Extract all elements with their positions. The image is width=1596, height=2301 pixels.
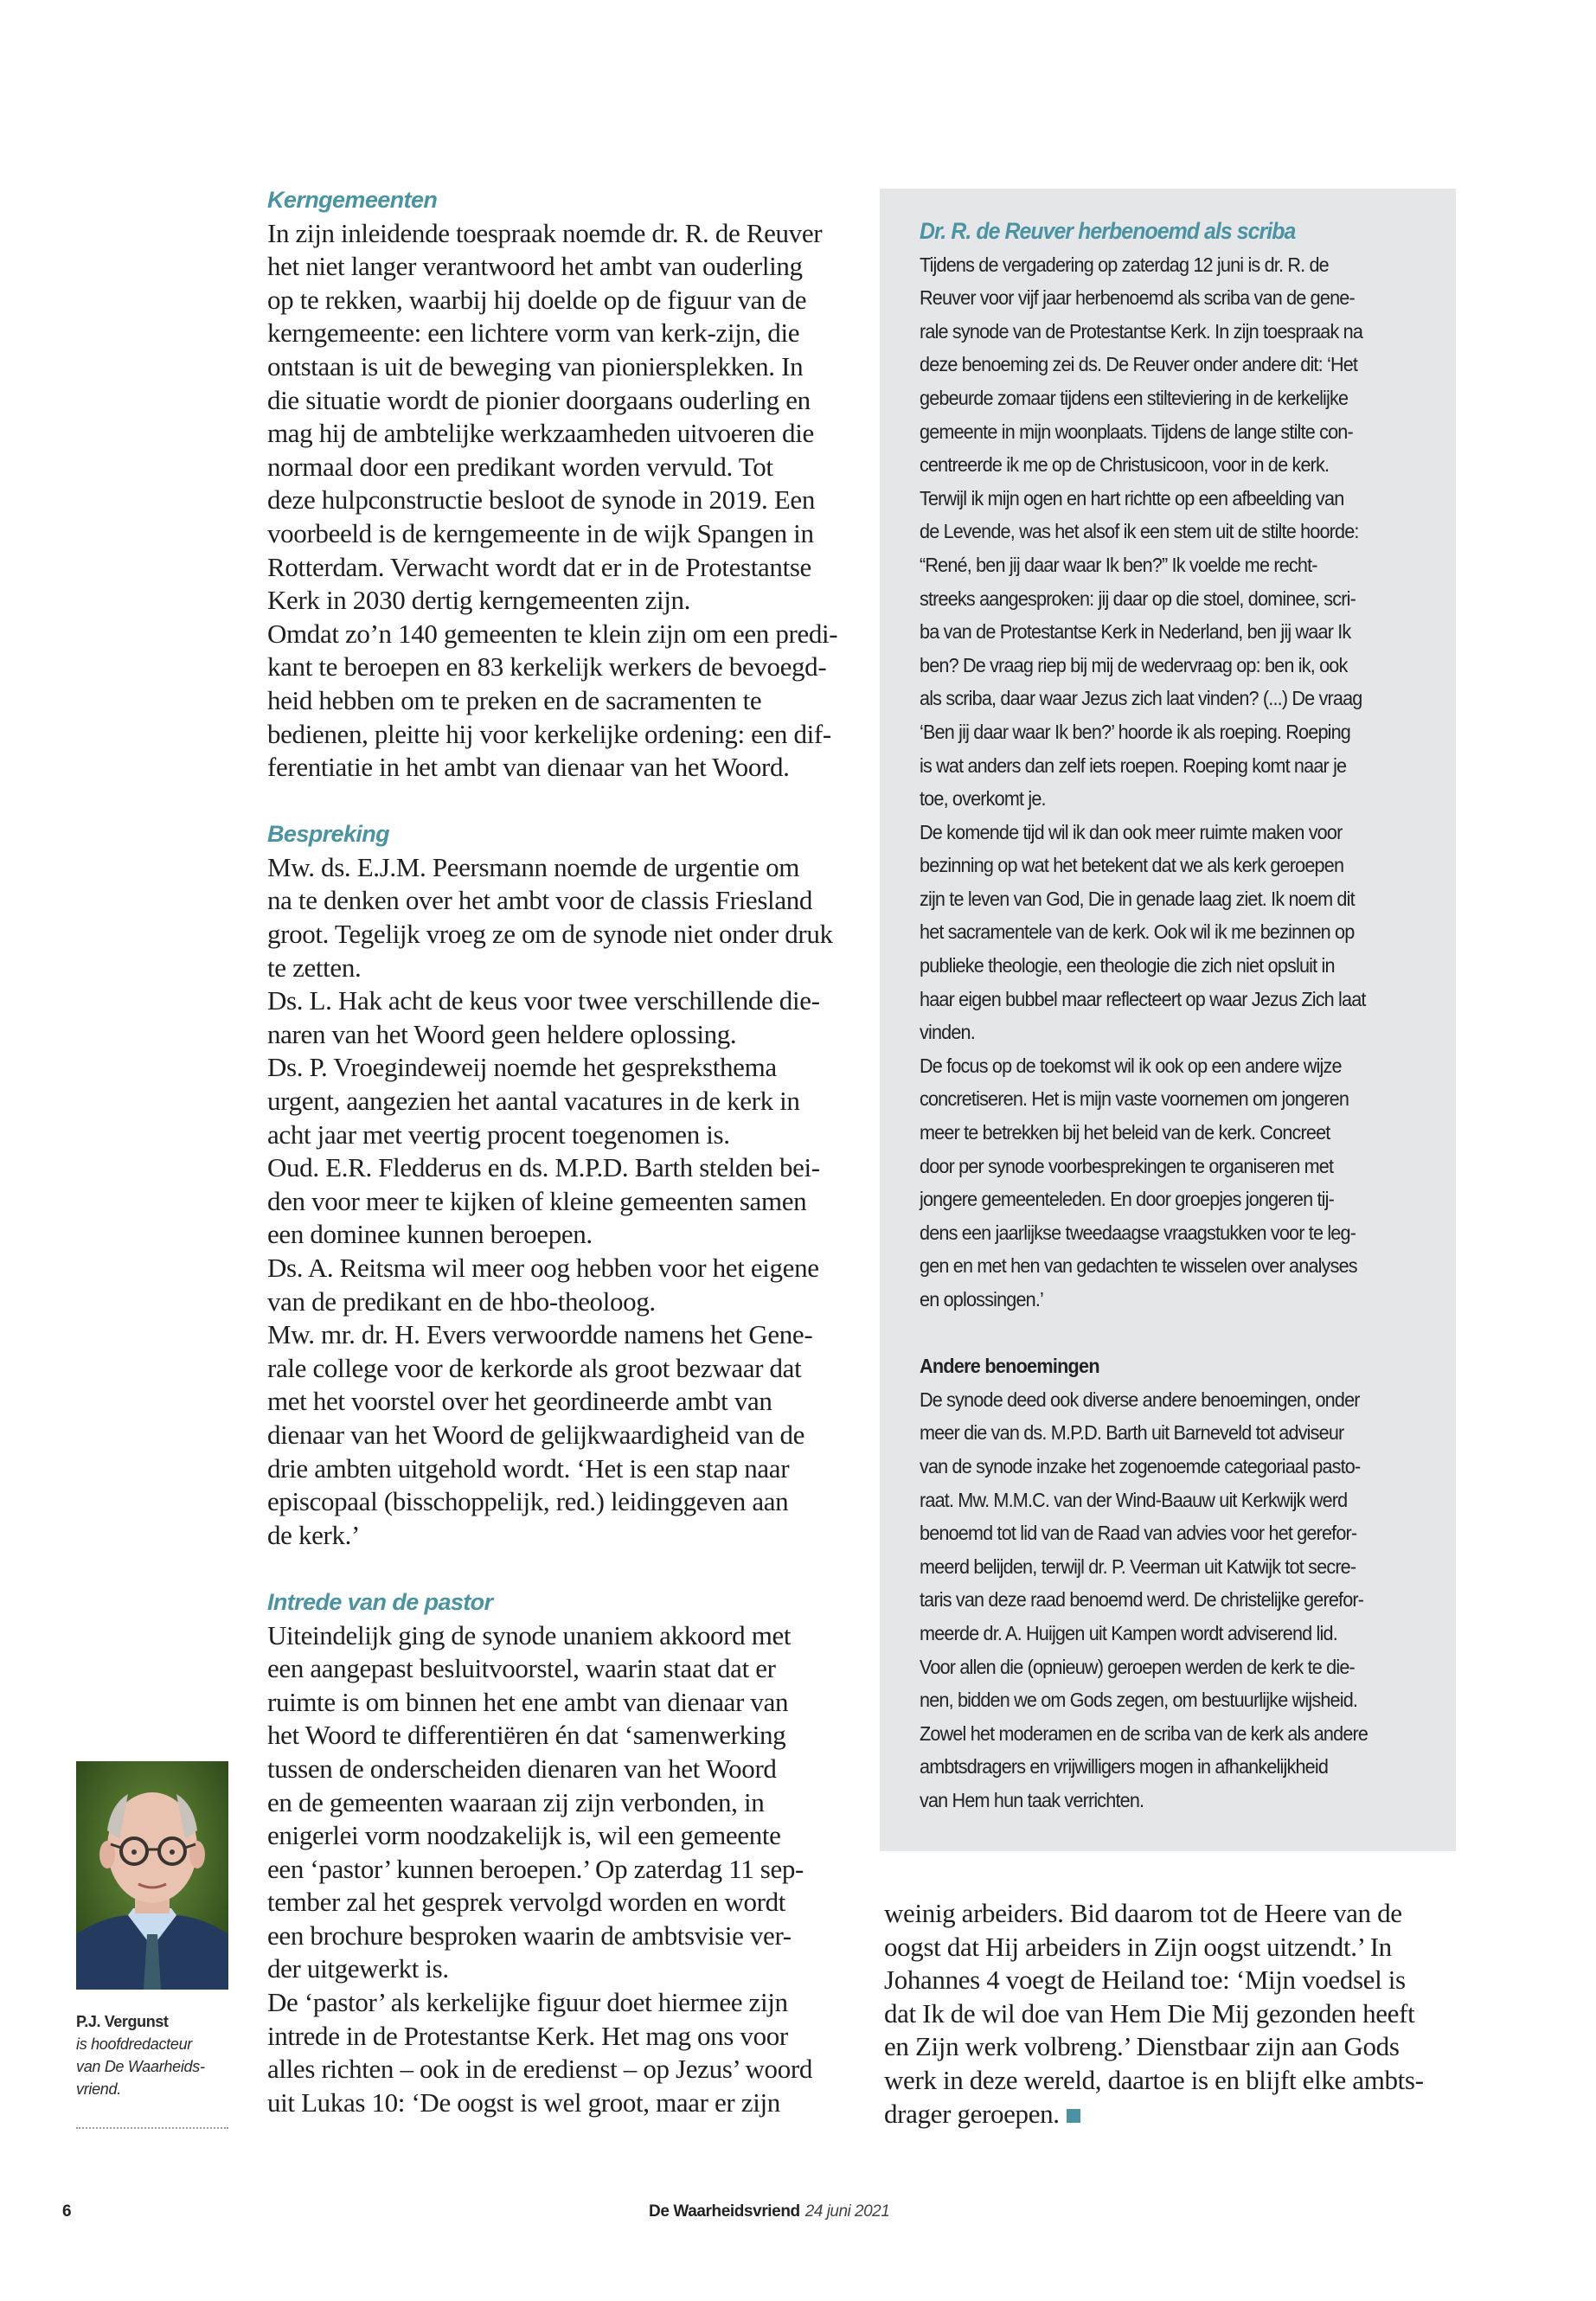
text-line: een brochure besproken waarin de ambtsvisie ver- [267,1920,792,1951]
text-line: tember zal het gesprek vervolgd worden en wordt [267,1887,786,1918]
text-line-last [884,2098,1464,2131]
sidebar-line: ‘Ben jij daar waar Ik ben?’ hoorde ik als roeping. Roeping [920,720,1351,743]
text-line: een dominee kunnen beroepen. [267,1219,593,1250]
sidebar-line: benoemd tot lid van de Raad van advies voor het gerefor- [920,1522,1357,1545]
sidebar-line: concretiseren. Het is mijn vaste voornemen om jongeren [920,1087,1349,1111]
sidebar-line: door per synode voorbesprekingen te organiseren met [920,1154,1334,1177]
sidebar-line: deze benoeming zei ds. De Reuver onder andere dit: ‘Het [920,353,1358,376]
sidebar-line: de Levende, was het alsof ik een stem uit de stilte hoorde: [920,520,1359,543]
text-line: en de gemeenten waaraan zij zijn verbonden, in [267,1786,765,1817]
author-role-line: van De Waarheids- [76,2058,205,2075]
sidebar-line: raat. Mw. M.M.C. van der Wind-Baauw uit Kerkwijk werd [920,1488,1348,1511]
sidebar-line: meer te betrekken bij het beleid van de kerk. Concreet [920,1121,1330,1144]
sidebar-line: Reuver voor vijf jaar herbenoemd als scriba van de gene- [920,286,1355,310]
text-line: oogst dat Hij arbeiders in Zijn oogst uitzendt.’ In [884,1931,1392,1962]
sidebar-line: van de synode inzake het zogenoemde categoriaal pasto- [920,1454,1361,1477]
publication-name: De Waarheidsvriend [649,2202,800,2221]
section-heading-kerngemeenten: Kerngemeenten [267,187,438,213]
sidebar-line: De synode deed ook diverse andere benoemingen, onder [920,1388,1360,1411]
paragraph-gap [920,1317,1439,1350]
text-line: en Zijn werk volbreng.’ Dienstbaar zijn aan Gods [884,2031,1400,2062]
sidebar-line: ba van de Protestantse Kerk in Nederland, ben jij waar Ik [920,620,1351,644]
sidebar-line: gen en met hen van gedachten te wisselen over analyses [920,1254,1357,1278]
text-line: heid hebben om te preken en de sacramenten te [267,684,762,715]
sidebar-line: taris van deze raad benoemd werd. De christelijke gerefor- [920,1588,1364,1612]
publication-date: 24 juni 2021 [804,2202,890,2221]
text-line: dienaar van het Woord de gelijkwaardigheid van de [267,1419,805,1450]
author-photo [76,1761,228,1990]
author-role-line: vriend. [76,2080,121,2098]
sidebar-line: Zowel het moderamen en de scriba van de kerk als andere [920,1721,1368,1745]
text-line: tussen de onderscheiden dienaren van het Woord [267,1753,777,1784]
sidebar-line: “René, ben jij daar waar Ik ben?” Ik voelde me recht- [920,553,1317,576]
text-line: met het voorstel over het geordineerde ambt van [267,1386,772,1417]
text-line: op te rekken, waarbij hij doelde op de figuur van de [267,284,807,315]
sidebar-line: het sacramentele van de kerk. Ook wil ik me bezinnen op [920,920,1355,944]
text-line: groot. Tegelijk vroeg ze om de synode niet onder druk [267,919,833,950]
text-line: den voor meer te kijken of kleine gemeenten samen [267,1185,807,1216]
sidebar-line: centreerde ik me op de Christusicoon, voor in de kerk. [920,453,1330,477]
sidebar-subheading: Andere benoemingen [920,1355,1099,1378]
sidebar-line: publieke theologie, een theologie die zich niet opsluit in [920,954,1335,977]
text-line: kerngemeente: een lichtere vorm van kerk-zijn, die [267,317,800,349]
square-end-mark-icon [1067,2109,1080,2123]
sidebar-heading: Dr. R. de Reuver herbenoemd als scriba [920,218,1296,244]
sidebar-line: bezinning op wat het betekent dat we als kerk geroepen [920,854,1344,877]
text-line: Ds. L. Hak acht de keus voor twee verschillende die- [267,985,820,1016]
text-line: weinig arbeiders. Bid daarom tot de Heere van de [884,1898,1402,1928]
sidebar-line: toe, overkomt je. [920,787,1046,811]
text-line-last-text: drager geroepen. [884,2098,1060,2129]
sidebar-line: zijn te leven van God, Die in genade laag ziet. Ik noem dit [920,887,1355,910]
paragraph-gap [267,785,847,818]
article-main-column [267,183,847,2119]
text-line: een ‘pastor’ kunnen beroepen.’ Op zaterdag 11 sep- [267,1853,804,1884]
sidebar-line: Tijdens de vergadering op zaterdag 12 juni is dr. R. de [920,253,1329,276]
article-continuation [884,1897,1464,2131]
sidebar-line: Voor allen die (opnieuw) geroepen werden de kerk te die- [920,1655,1355,1678]
text-line: acht jaar met veertig procent toegenomen is. [267,1118,730,1150]
sidebar-line: nen, bidden we om Gods zegen, om bestuurlijke wijsheid. [920,1689,1358,1712]
text-line: een aangepast besluitvoorstel, waarin staat dat er [267,1653,776,1684]
sidebar-line: haar eigen bubbel maar reflecteert op waar Jezus Zich laat [920,987,1366,1010]
sidebar-content [920,215,1439,1817]
author-role-line: is hoofdredacteur [76,2035,192,2053]
text-line: Oud. E.R. Fledderus en ds. M.P.D. Barth stelden bei- [267,1152,820,1183]
page-number: 6 [62,2202,72,2221]
sidebar-line: De komende tijd wil ik dan ook meer ruimte maken voor [920,820,1343,843]
text-line: drie ambten uitgehold wordt. ‘Het is een stap naar [267,1452,790,1484]
text-line: uit Lukas 10: ‘De oogst is wel groot, maar er zijn [267,2086,780,2118]
sidebar-line: gebeurde zomaar tijdens een stilteviering in de kerkelijke [920,386,1349,409]
section-heading-intrede: Intrede van de pastor [267,1588,493,1615]
sidebar-line: Terwijl ik mijn ogen en hart richtte op een afbeelding van [920,486,1344,510]
sidebar-line: als scriba, daar waar Jezus zich laat vinden? (...) De vraag [920,687,1362,710]
text-line: Kerk in 2030 dertig kerngemeenten zijn. [267,585,691,616]
text-line: Ds. P. Vroegindeweij noemde het gespreksthema [267,1052,777,1083]
sidebar-line: jongere gemeenteleden. En door groepjes jongeren tij- [920,1188,1334,1211]
sidebar-line: ambtsdragers en vrijwilligers mogen in afhankelijkheid [920,1755,1329,1779]
text-line: der uitgewerkt is. [267,1953,449,1984]
footer-publication [649,2202,889,2221]
sidebar-line: streeks aangesproken: jij daar op die stoel, dominee, scri- [920,586,1356,610]
text-line: Uiteindelijk ging de synode unaniem akkoord met [267,1619,792,1650]
portrait-illustration-icon [76,1761,228,1990]
text-line: Johannes 4 voegt de Heiland toe: ‘Mijn voedsel is [884,1965,1406,1996]
author-caption [76,2010,228,2100]
text-line: van de predikant en de hbo-theoloog. [267,1285,656,1317]
sidebar-line: van Hem hun taak verrichten. [920,1788,1144,1811]
text-line: dat Ik de wil doe van Hem Die Mij gezonden heeft [884,1997,1415,2029]
text-line: De ‘pastor’ als kerkelijke figuur doet hiermee zijn [267,1987,788,2018]
text-line: normaal door een predikant worden vervuld. Tot [267,451,773,482]
text-line: voorbeeld is de kerngemeente in de wijk Spangen in [267,517,814,548]
text-line: Rotterdam. Verwacht wordt dat er in de Protestantse [267,551,811,582]
section-heading-bespreking: Bespreking [267,821,390,848]
text-line: Omdat zo’n 140 gemeenten te klein zijn om een predi- [267,618,838,649]
sidebar-line: rale synode van de Protestantse Kerk. In zijn toespraak na [920,319,1363,343]
sidebar-line: en oplossingen.’ [920,1288,1044,1311]
sidebar-line: meerde dr. A. Huijgen uit Kampen wordt adviserend lid. [920,1621,1337,1644]
text-line: ontstaan is uit de beweging van pioniersplekken. In [267,350,804,381]
text-line: deze hulpconstructie besloot de synode in 2019. Een [267,484,815,516]
text-line: Ds. A. Reitsma wil meer oog hebben voor het eigene [267,1253,819,1283]
text-line: mag hij de ambtelijke werkzaamheden uitvoeren die [267,418,814,449]
text-line: enigerlei vorm noodzakelijk is, wil een gemeente [267,1820,781,1851]
text-line: werk in deze wereld, daartoe is en blijft elke ambts- [884,2064,1424,2095]
text-line: te zetten. [267,952,362,983]
text-line: episcopaal (bisschoppelijk, red.) leidinggeven aan [267,1486,789,1517]
sidebar-line: De focus op de toekomst wil ik ook op een andere wijze [920,1054,1342,1077]
sidebar-box-scriba [880,189,1456,1851]
text-line: het niet langer verantwoord het ambt van ouderling [267,251,803,282]
caption-dotted-divider [76,2127,228,2129]
text-line: Mw. mr. dr. H. Evers verwoordde namens het Gene- [267,1319,813,1350]
sidebar-line: ben? De vraag riep bij mij de wedervraag op: ben ik, ook [920,653,1348,676]
text-line: na te denken over het ambt voor de classis Friesland [267,885,813,916]
text-line: ruimte is om binnen het ene ambt van dienaar van [267,1686,789,1717]
text-line: rale college voor de kerkorde als groot bezwaar dat [267,1352,802,1383]
text-line: Mw. ds. E.J.M. Peersmann noemde de urgentie om [267,851,799,882]
sidebar-line: meer die van ds. M.P.D. Barth uit Barneveld tot adviseur [920,1421,1344,1445]
sidebar-line: meerd belijden, terwijl dr. P. Veerman uit Katwijk tot secre- [920,1554,1356,1578]
text-line: naren van het Woord geen heldere oplossing. [267,1018,737,1049]
text-line: alles richten – ook in de eredienst – op Jezus’ woord [267,2054,812,2085]
text-line: het Woord te differentiëren én dat ‘samenwerking [267,1720,786,1751]
text-line: urgent, aangezien het aantal vacatures in de kerk in [267,1086,800,1117]
text-line: die situatie wordt de pionier doorgaans ouderling en [267,384,811,415]
paragraph-gap [267,1552,847,1586]
text-line: kant te beroepen en 83 kerkelijk werkers de bevoegd- [267,651,827,683]
text-line: bedienen, pleitte hij voor kerkelijke ordening: een dif- [267,718,831,749]
sidebar-line: is wat anders dan zelf iets roepen. Roeping komt naar je [920,753,1347,777]
text-line: In zijn inleidende toespraak noemde dr. R. de Reuver [267,217,823,248]
text-line: de kerk.’ [267,1519,361,1550]
sidebar-line: vinden. [920,1021,975,1044]
author-name: P.J. Vergunst [76,2013,169,2030]
sidebar-line: dens een jaarlijkse tweedaagse vraagstukken voor te leg- [920,1221,1356,1244]
text-line: intrede in de Protestantse Kerk. Het mag ons voor [267,2020,788,2051]
sidebar-line: gemeente in mijn woonplaats. Tijdens de lange stilte con- [920,420,1353,443]
text-line: ferentiatie in het ambt van dienaar van het Woord. [267,752,790,783]
